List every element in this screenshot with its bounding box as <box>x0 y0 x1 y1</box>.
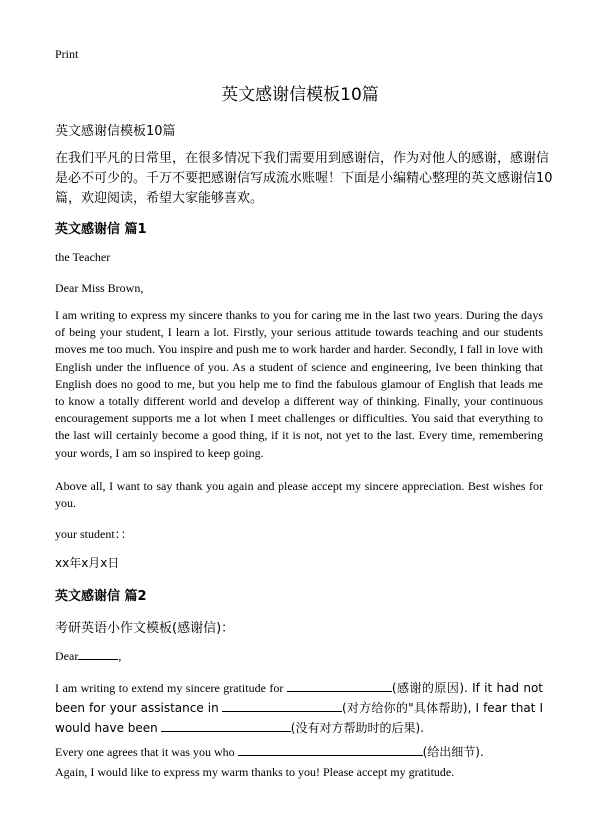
section2-paragraph1 <box>55 678 543 738</box>
print-label[interactable]: Print <box>55 47 79 61</box>
salutation-prefix: Dear <box>55 649 79 663</box>
p1-text-b: (感谢的原因). If it had not been for your assistance in <box>55 681 544 715</box>
document-subtitle: 英文感谢信模板10篇 <box>55 124 176 139</box>
consequence-blank <box>161 720 291 732</box>
name-blank <box>78 648 118 660</box>
section2-template-title: 考研英语小作文模板(感谢信)： <box>55 621 235 636</box>
section1-salutation: Dear Miss Brown, <box>55 281 144 295</box>
p1-text-a: I am writing to extend my sincere gratitude for <box>55 681 284 695</box>
section1-body: I am writing to express my sincere thanks to you for caring me in the last two years. During the days of being your student, I learn a lot. Firstly, your serious attitude towards teaching and our students moves me too much. You inspire and push me to work harder and harder. Secondly, I fall in love with English under the influence of you. As a student of science and engineering, Ive been thinking that English does no good to me, but you help me to find the fabulous glamour of English that leads me to know a totally different world and develop a different way of thinking. Finally, your continuous encouragement supports me a lot when I meet challenges or difficulties. You said that everything to the last will certainly become a good thing, if it is not, not yet to the last. Every time, remembering your words, I am so inspired to keep going. <box>55 308 543 460</box>
section2-heading: 英文感谢信 篇2 <box>55 589 147 604</box>
p1-text-d: (没有对方帮助时的后果). <box>290 721 424 735</box>
section1-recipient: the Teacher <box>55 250 111 264</box>
document-title: 英文感谢信模板10篇 <box>221 85 379 105</box>
section1-heading: 英文感谢信 篇1 <box>55 222 147 237</box>
section2-salutation <box>55 648 121 664</box>
section1-date: xx年x月x日 <box>55 556 120 570</box>
intro-paragraph: 在我们平凡的日常里，在很多情况下我们需要用到感谢信，作为对他人的感谢，感谢信是必不可少的。千万不要把感谢信写成流水账喔！下面是小编精心整理的英文感谢信10篇，欢迎阅读，希望大家能够喜欢。 <box>55 151 553 206</box>
help-blank <box>222 700 342 712</box>
section1-closing: Above all, I want to say thank you again and please accept my sincere appreciation. Best wishes for you. <box>55 479 543 511</box>
details-blank <box>238 744 423 756</box>
p1-text-c: (对方给你的"具体帮助), I fear that I would have been <box>55 701 543 735</box>
reason-blank <box>287 680 392 692</box>
p2-text-a: Every one agrees that it was you who <box>55 745 235 759</box>
p2-text-b: (给出细节). <box>422 745 484 759</box>
p2-text-c: Again, I would like to express my warm thanks to you! Please accept my gratitude. <box>55 765 455 779</box>
section2-paragraph2 <box>55 742 543 782</box>
salutation-suffix: , <box>118 649 122 663</box>
section1-signoff: your student：： <box>55 527 133 541</box>
